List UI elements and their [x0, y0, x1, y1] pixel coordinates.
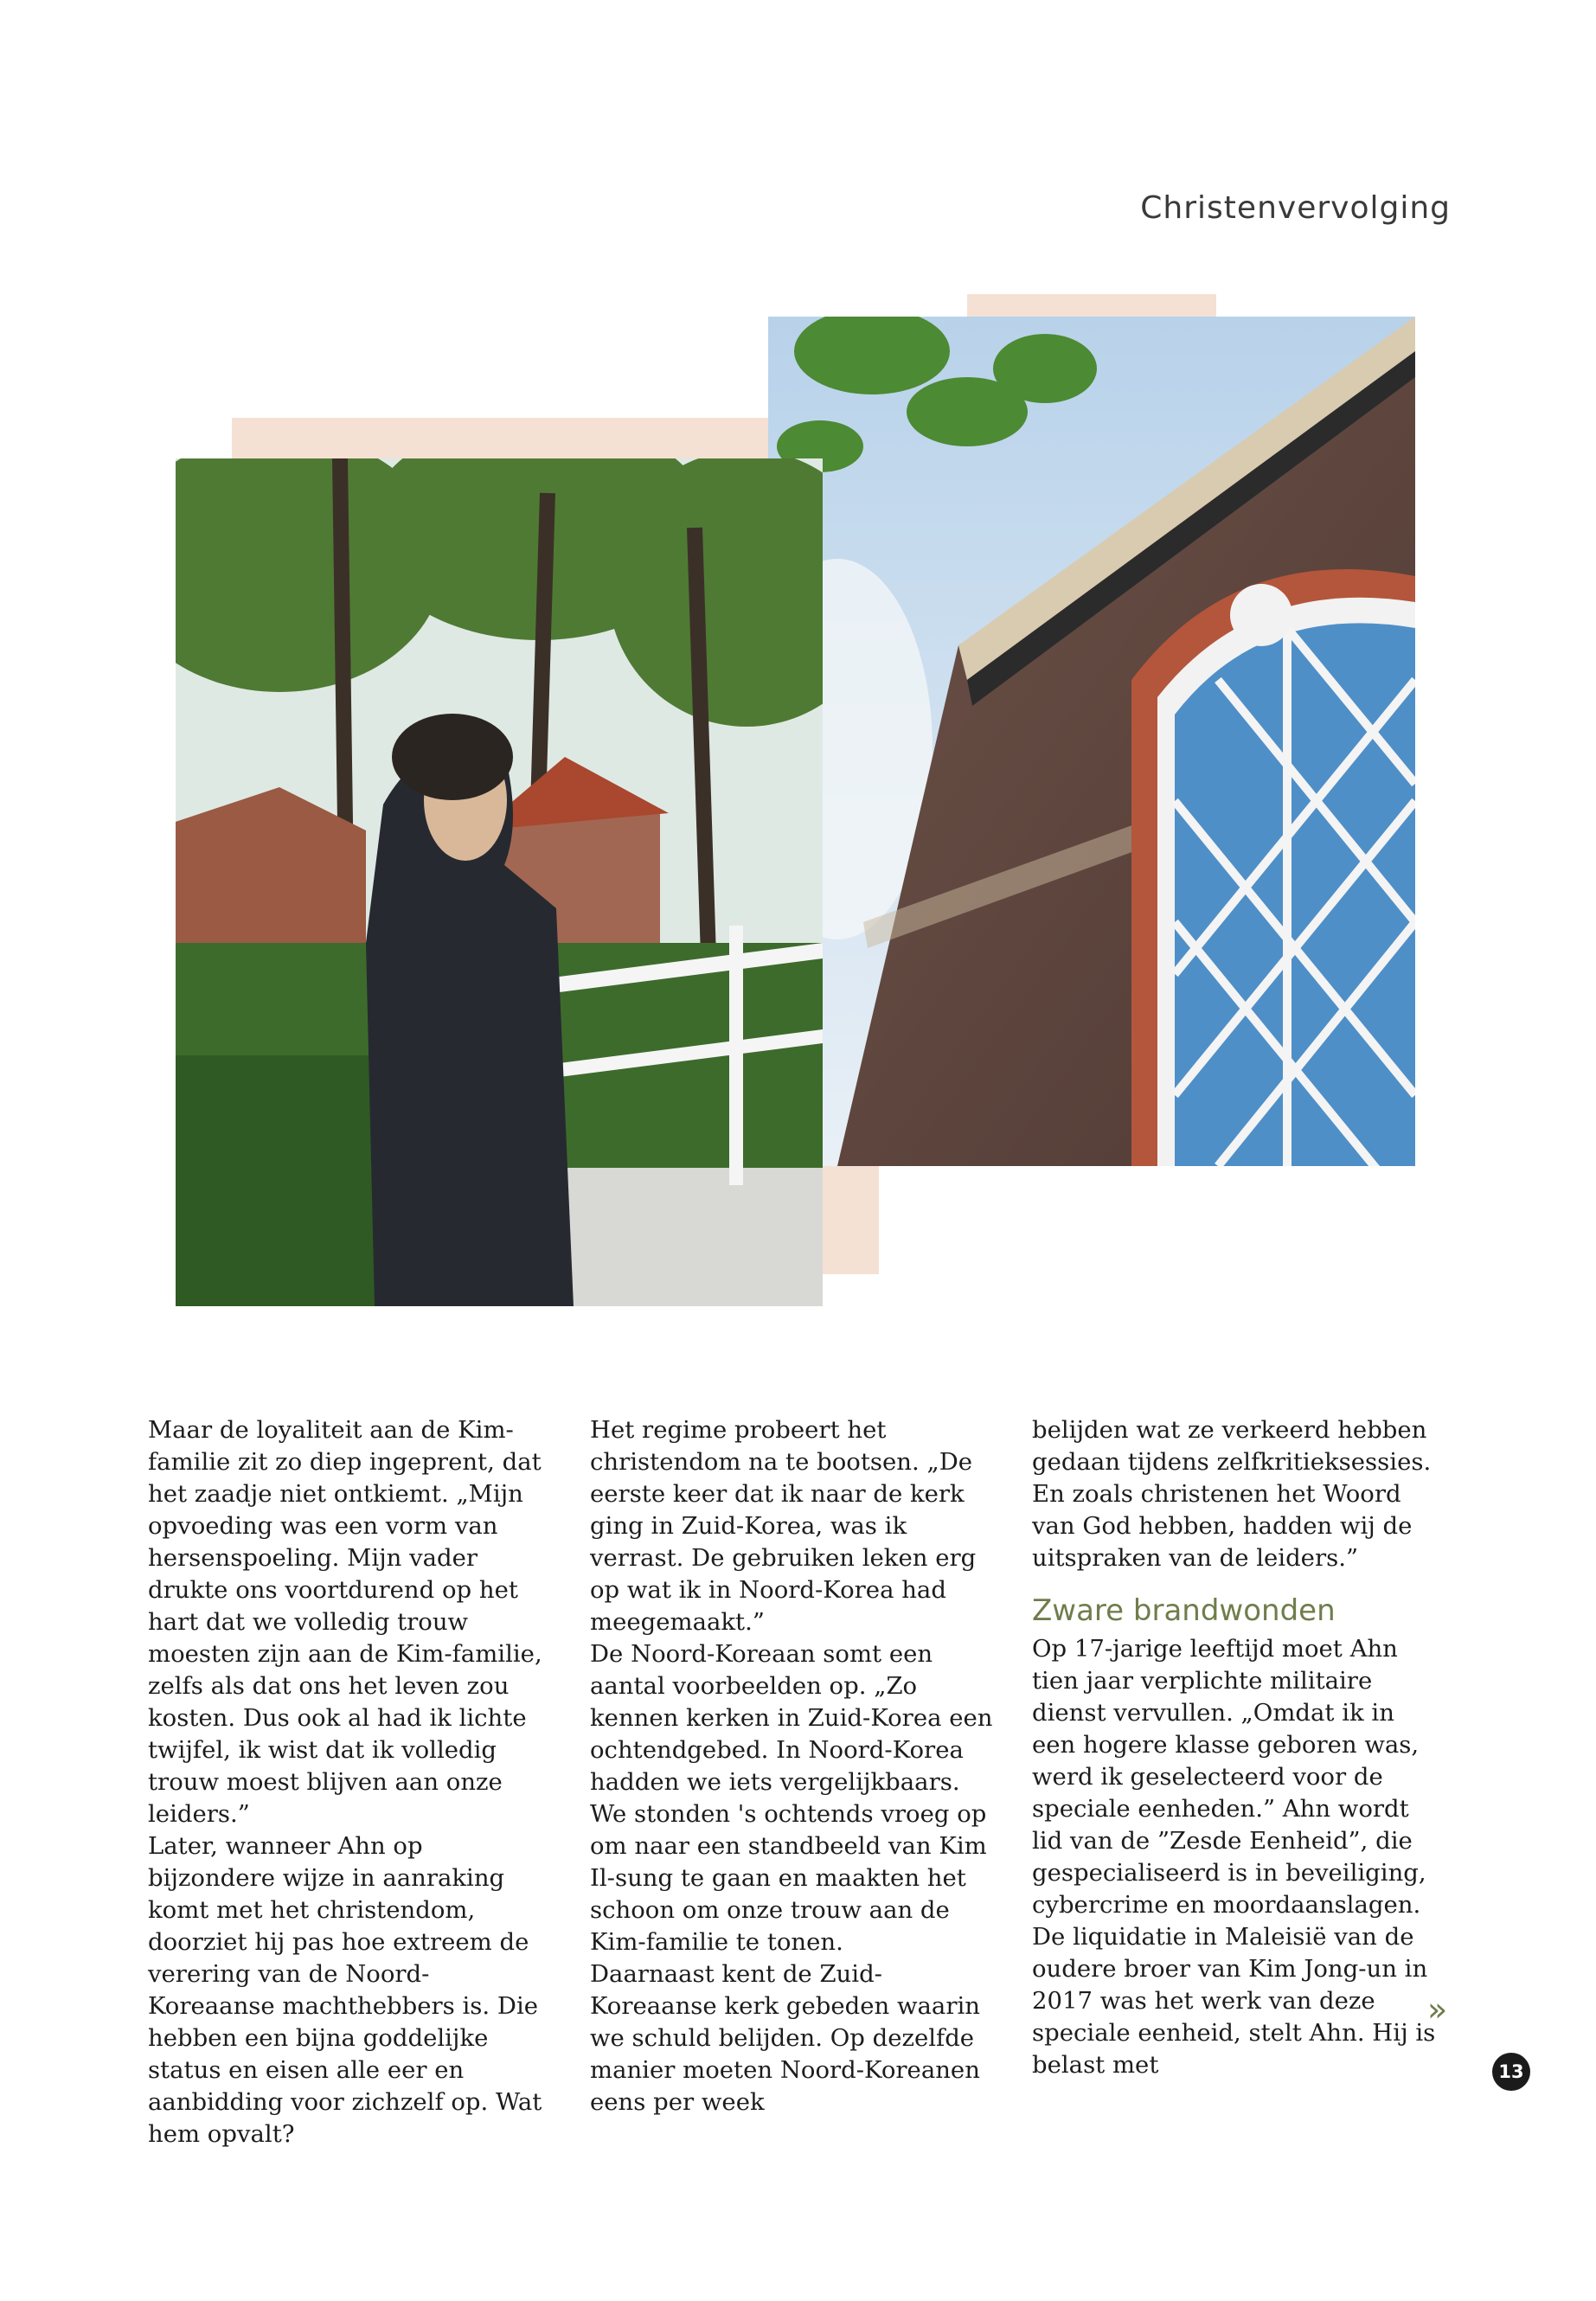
paragraph: Op 17-jarige leeftijd moet Ahn tien jaar verplichte militaire dienst vervullen. „Omdat ik in een hogere klasse geboren was, werd ik geselecteerd voor de speciale eenheden.” Ahn wordt lid van de ”Zesde Eenheid”, die gespecialiseerd is in beveiliging, cybercrime en moordaanslagen. De liquidatie in Maleisië van de oudere broer van Kim Jong-un in 2017 was het werk van deze speciale eenheid, stelt Ahn. Hij is belast met [1032, 1635, 1436, 2079]
church-window-photo [768, 317, 1415, 1166]
subheading: Zware brandwonden [1032, 1593, 1336, 1628]
continue-chevron-icon: » [1427, 1990, 1443, 2029]
paragraph: Het regime probeert het christendom na te bootsen. „De eerste keer dat ik naar de kerk ging in Zuid-Korea, was ik verrast. De gebruiken leken erg op wat ik in Noord-Korea had meegemaakt.” [590, 1416, 977, 1636]
article-column-2 [590, 1414, 997, 2118]
page-number-badge: 13 [1492, 2053, 1530, 2091]
paragraph: De Noord-Koreaan somt een aantal voorbeelden op. „Zo kennen kerken in Zuid-Korea een ochtendgebed. In Noord-Korea hadden we iets vergelijkbaars. We stonden 's ochtends vroeg op om naar een standbeeld van Kim Il-sung te gaan en maakten het schoon om onze trouw aan de Kim-familie te tonen. [590, 1640, 993, 1956]
man-at-bridge-photo [176, 458, 823, 1306]
section-title: Christenvervolging [1140, 190, 1451, 226]
paragraph: belijden wat ze verkeerd hebben gedaan tijdens zelfkritieksessies. En zoals christenen het Woord van God hebben, hadden wij de uitspraken van de leiders.” [1032, 1416, 1432, 1572]
paragraph: Later, wanneer Ahn op bijzondere wijze in aanraking komt met het christendom, doorziet hij pas hoe extreem de verering van de Noord-Koreaanse machthebbers is. Die hebben een bijna goddelijke status en eisen alle eer en aanbidding voor zichzelf op. Wat hem opvalt? [148, 1832, 542, 2148]
article-column-1 [148, 1414, 554, 2150]
paragraph: Maar de loyaliteit aan de Kim-familie zit zo diep ingeprent, dat het zaadje niet ontkiemt. „Mijn opvoeding was een vorm van hersenspoeling. Mijn vader drukte ons voortdurend op het hart dat we volledig trouw moesten zijn aan de Kim-familie, zelfs als dat ons het leven zou kosten. Dus ook al had ik lichte twijfel, ik wist dat ik volledig trouw moest blijven aan onze leiders.” [148, 1416, 542, 1828]
paragraph: Daarnaast kent de Zuid-Koreaanse kerk gebeden waarin we schuld belijden. Op dezelfde manier moeten Noord-Koreanen eens per week [590, 1960, 980, 2116]
article-column-3 [1032, 1414, 1439, 2081]
